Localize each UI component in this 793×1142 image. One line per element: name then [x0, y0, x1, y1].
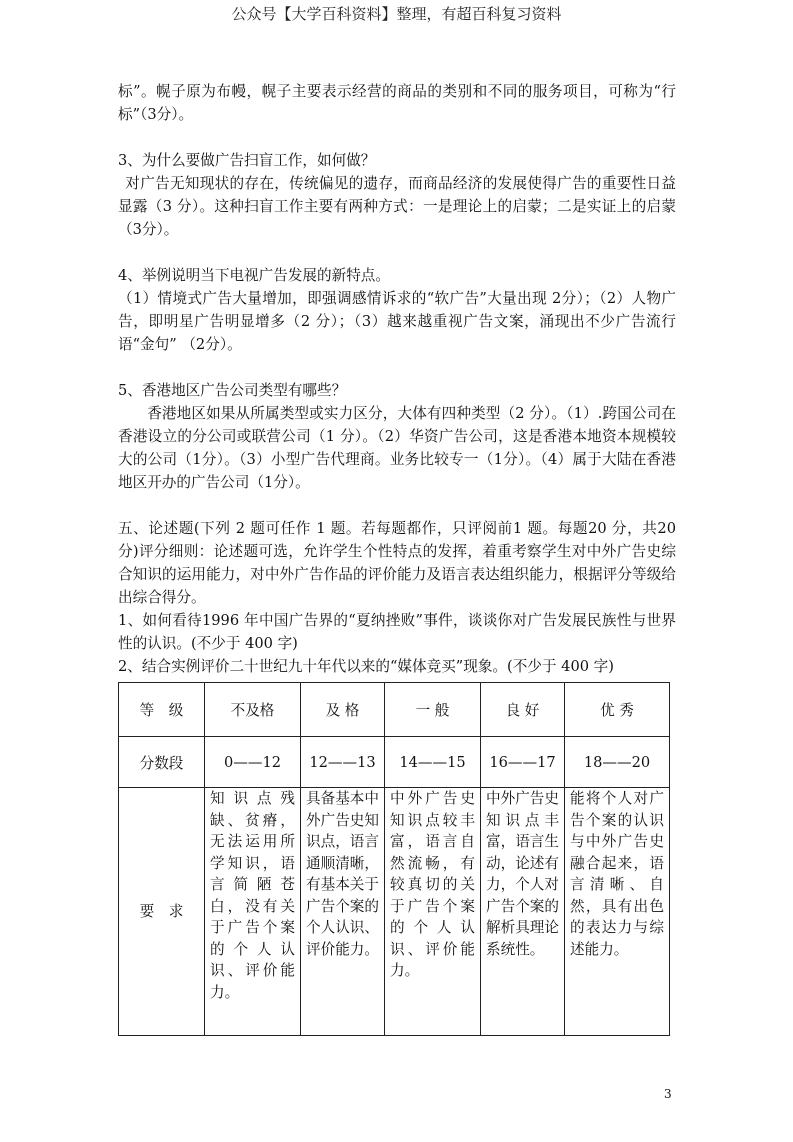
grading-table — [118, 682, 670, 1036]
table-cell: 中外广告史知识点较丰富，语言自然流畅，有较真切的关于广告个案的个人认识、评价能力。 — [385, 788, 481, 1036]
table-cell: 要 求 — [119, 788, 205, 1036]
essay-question-1: 1、如何看待1996 年中国广告界的“夏纳挫败”事件，谈谈你对广告发展民族性与世界性的认识。(不少于 400 字) — [118, 612, 676, 652]
table-cell: 具备基本中外广告史知识点，语言通顺清晰，有基本关于广告个案的个人认识、评价能力。 — [301, 788, 385, 1036]
answer-3: 对广告无知现状的存在，传统偏见的遗存，而商品经济的发展使得广告的重要性日益显露（3 分）。这种扫盲工作主要有两种方式：一是理论上的启蒙；二是实证上的启蒙（3分）。 — [118, 175, 676, 238]
table-cell: 分数段 — [119, 737, 205, 788]
question-5: 5、香港地区广告公司类型有哪些？ — [118, 382, 347, 399]
answer-4: （1）情境式广告大量增加，即强调感情诉求的“软广告”大量出现 2分）；（2）人物广告，即明星广告明显增多（2 分）；（3）越来越重视广告文案，涌现出不少广告流行语“金句” （2分）。 — [118, 290, 676, 353]
table-cell: 良 好 — [481, 683, 565, 737]
table-cell: 优 秀 — [565, 683, 670, 737]
table-cell: 14——15 — [385, 737, 481, 788]
table-cell: 12——13 — [301, 737, 385, 788]
table-cell: 等 级 — [119, 683, 205, 737]
essay-question-2: 2、结合实例评价二十世纪九十年代以来的“媒体竞买”现象。(不少于 400 字) — [118, 658, 614, 675]
table-cell: 不及格 — [205, 683, 301, 737]
table-cell: 能将个人对广告个案的认识与中外广告史融合起来，语言清晰、自然，具有出色的表达力与综述能力。 — [565, 788, 670, 1036]
table-row — [119, 737, 670, 788]
table-cell: 中外广告史知识点丰富，语言生动，论述有力，个人对广告个案的解析具理论系统性。 — [481, 788, 565, 1036]
table-row — [119, 788, 670, 1036]
table-cell: 知识点残缺、贫瘠，无法运用所学知识，语言简陋苍白，没有关于广告个案的个人认识、评价能力。 — [205, 788, 301, 1036]
page-number: 3 — [664, 1087, 672, 1101]
page-header: 公众号【大学百科资料】整理，有超百科复习资料 — [231, 5, 562, 23]
question-4: 4、举例说明当下电视广告发展的新特点。 — [118, 267, 390, 284]
document-body — [118, 80, 676, 678]
table-cell: 及 格 — [301, 683, 385, 737]
table-cell: 0——12 — [205, 737, 301, 788]
table-cell: 一 般 — [385, 683, 481, 737]
question-3: 3、为什么要做广告扫盲工作，如何做？ — [118, 152, 376, 169]
section-5-instructions: 五、论述题(下列 2 题可任作 1 题。若每题都作，只评阅前1 题。每题20 分，共20 分)评分细则：论述题可选，允许学生个性特点的发挥，着重考察学生对中外广告史综合知识的运用能力，对中外广告作品的评价能力及语言表达组织能力，根据评分等级给出综合得分。 — [118, 520, 676, 606]
paragraph: 标”。幌子原为布幔，幌子主要表示经营的商品的类别和不同的服务项目，可称为“行标”（3分）。 — [118, 83, 676, 123]
table-cell: 16——17 — [481, 737, 565, 788]
answer-5: 香港地区如果从所属类型或实力区分，大体有四种类型（2 分）。（1）.跨国公司在香港设立的分公司或联营公司（1 分）。（2）华资广告公司，这是香港本地资本规模较大的公司（1分）。（3）小型广告代理商。业务比较专一（1分）。（4）属于大陆在香港地区开办的广告公司（1分）。 — [118, 405, 676, 491]
table-cell: 18——20 — [565, 737, 670, 788]
table-header-row — [119, 683, 670, 737]
